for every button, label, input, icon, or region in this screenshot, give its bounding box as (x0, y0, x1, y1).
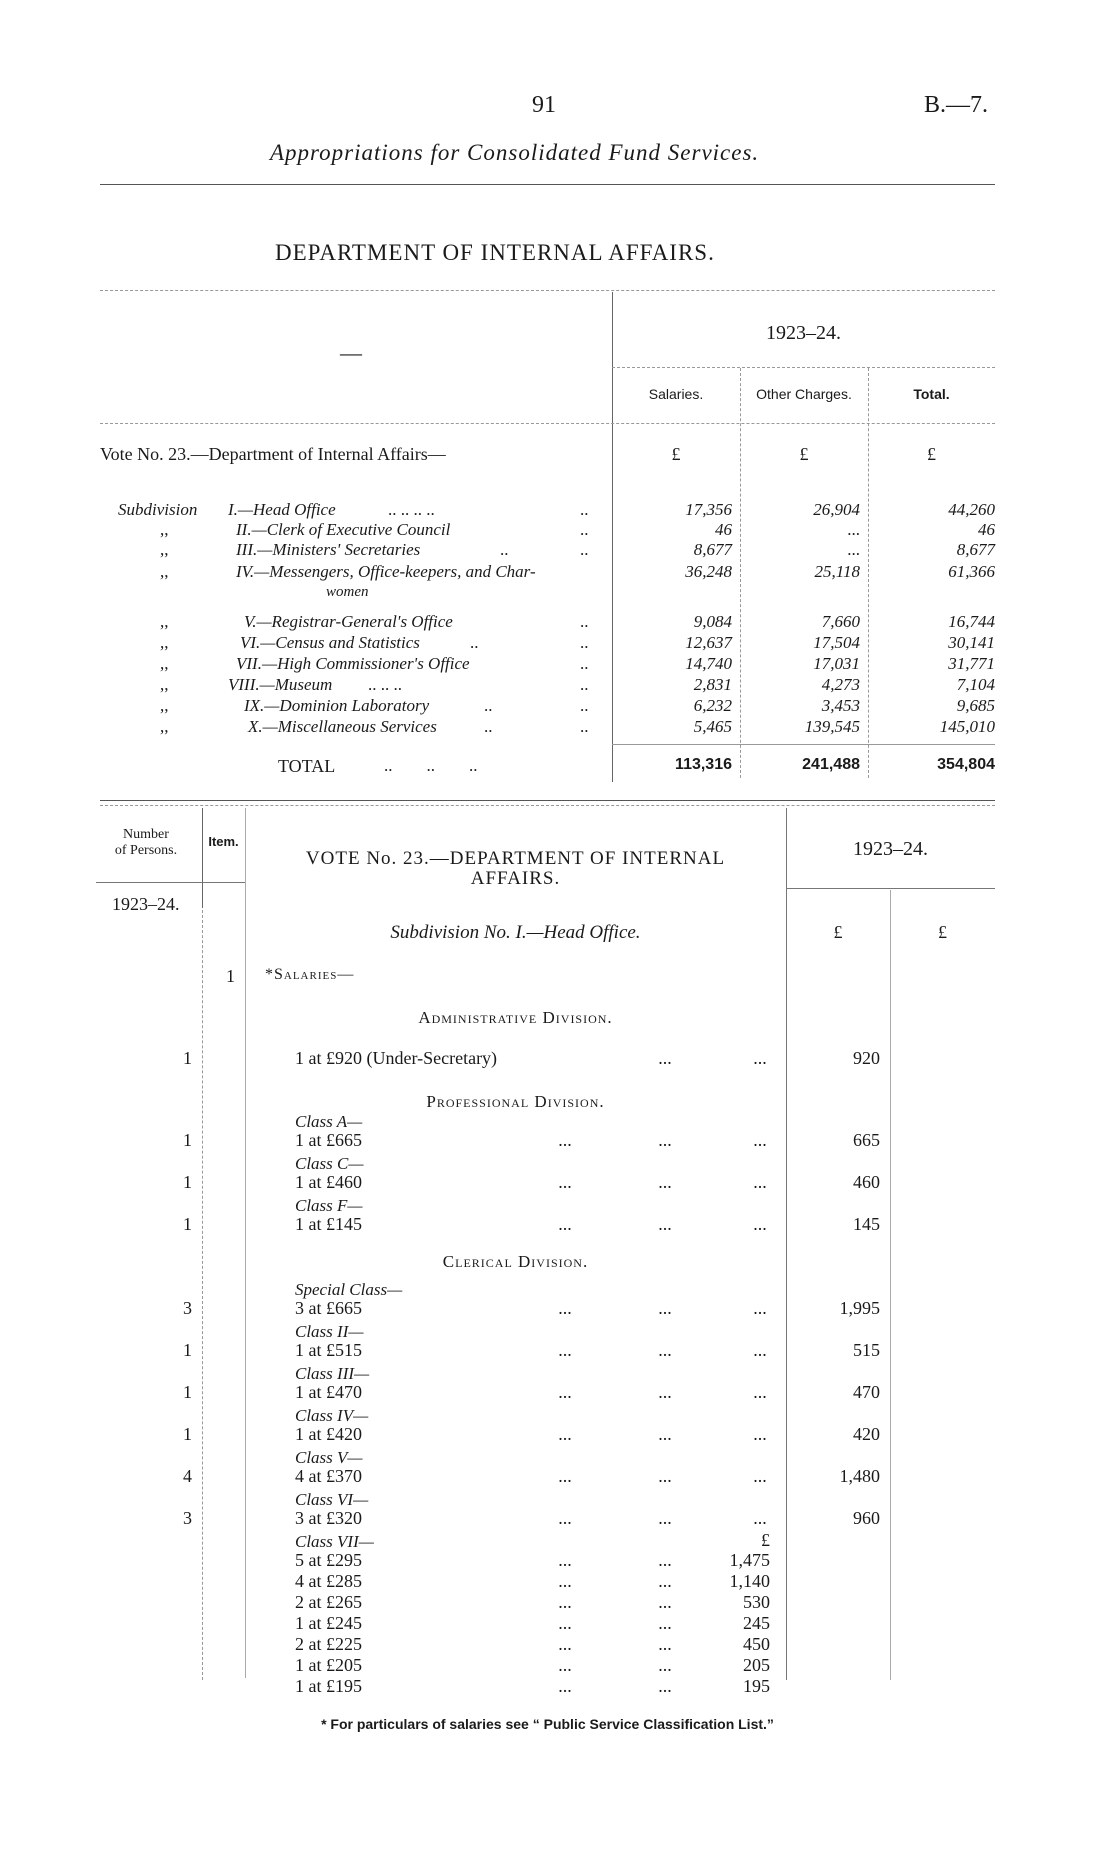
sub-salary-amount: 1,475 (729, 1550, 770, 1570)
summary-row (0, 717, 1114, 739)
persons-count: 4 (183, 1466, 192, 1486)
salary-row (0, 1172, 1114, 1196)
row-prefix: Subdivision (118, 500, 198, 519)
total-salaries: 113,316 (675, 756, 732, 773)
total-total: 354,804 (937, 756, 995, 773)
summary-row (0, 612, 1114, 634)
row-prefix: ,, (160, 612, 169, 631)
table-rule (100, 800, 995, 801)
leader-dots: ... (753, 1466, 767, 1486)
sub-salary-amount: 245 (743, 1613, 770, 1633)
persons-count: 1 (183, 1424, 192, 1444)
row-other: 17,031 (813, 654, 860, 673)
sub-salary-amount: 1,140 (729, 1571, 770, 1591)
salary-label: 1 at £245 (295, 1613, 362, 1633)
salary-label: 4 at £370 (295, 1466, 362, 1486)
salary-label: 2 at £265 (295, 1592, 362, 1612)
administrative-division-heading: Administrative Division. (418, 1008, 613, 1027)
salaries-heading: *Salaries— (265, 966, 355, 983)
row-total: 61,366 (948, 562, 995, 581)
leader-dots: .. (484, 717, 493, 736)
item-number: 1 (226, 966, 235, 986)
total-dots: .. .. .. (384, 756, 478, 775)
total-other: 241,488 (802, 756, 860, 773)
row-prefix: ,, (160, 675, 169, 694)
vote-title-line2: AFFAIRS. (470, 868, 561, 889)
row-salaries: 5,465 (693, 717, 732, 736)
pound-other: £ (799, 444, 809, 464)
row-salaries: 8,677 (693, 540, 732, 559)
row-other: ... (847, 540, 860, 559)
row-label-continuation: women (326, 584, 369, 600)
row-salaries: 6,232 (693, 696, 732, 715)
leader-dots: ... (558, 1655, 572, 1675)
class-heading: Class II— (295, 1322, 364, 1341)
leader-dots: ... (558, 1382, 572, 1402)
row-other: 26,904 (813, 500, 860, 519)
leader-end: .. (580, 633, 589, 652)
salary-row (0, 1130, 1114, 1154)
salary-row (0, 1340, 1114, 1364)
vote-title-line1: VOTE No. 23.—DEPARTMENT OF INTERNAL (305, 848, 726, 869)
row-label: IX.—Dominion Laboratory (244, 696, 430, 715)
leader-dots: ... (558, 1130, 572, 1150)
row-salaries: 14,740 (685, 654, 732, 673)
persons-count: 1 (183, 1340, 192, 1360)
sub-salary-amount: 530 (743, 1592, 770, 1612)
salary-amount: 665 (853, 1130, 880, 1150)
summary-year: 1923–24. (766, 322, 841, 344)
salary-label: 1 at £515 (295, 1340, 362, 1360)
table-rule (612, 367, 995, 368)
row-total: 31,771 (948, 654, 995, 673)
leader-dots: ... (658, 1214, 672, 1234)
leader-dots: ... (753, 1424, 767, 1444)
summary-row (0, 540, 1114, 562)
leader-dots: ... (753, 1214, 767, 1234)
leader-dots: ... (753, 1382, 767, 1402)
leader-dots: ... (753, 1298, 767, 1318)
persons-year: 1923–24. (112, 894, 180, 914)
persons-count: 1 (183, 1382, 192, 1402)
vote-year: 1923–24. (853, 838, 928, 860)
leader-dots: .. (484, 696, 493, 715)
salary-amount: 920 (853, 1048, 880, 1068)
col-header-salaries: Salaries. (648, 386, 704, 402)
summary-row (0, 654, 1114, 676)
salary-amount: 460 (853, 1172, 880, 1192)
leader-end: .. (580, 612, 589, 631)
persons-count: 1 (183, 1172, 192, 1192)
row-label: VIII.—Museum (228, 675, 333, 694)
row-other: 7,660 (821, 612, 860, 631)
leader-dots: ... (658, 1172, 672, 1192)
row-total: 46 (978, 520, 995, 539)
salary-row (0, 1508, 1114, 1532)
summary-row (0, 633, 1114, 655)
row-label: VII.—High Commissioner's Office (236, 654, 470, 673)
sub-salary-amount: 195 (743, 1676, 770, 1696)
leader-dots: ... (658, 1508, 672, 1528)
row-other: ... (847, 520, 860, 539)
persons-count: 3 (183, 1508, 192, 1528)
page-subtitle: Appropriations for Consolidated Fund Services. (270, 140, 760, 165)
row-other: 4,273 (821, 675, 860, 694)
row-total: 16,744 (948, 612, 995, 631)
salary-label: 1 at £920 (Under-Secretary) (295, 1048, 498, 1068)
salary-amount: 1,995 (839, 1298, 880, 1318)
col-header-persons: of Persons. (114, 843, 178, 858)
leader-dots: ... (658, 1424, 672, 1444)
pound-col-2: £ (938, 922, 947, 942)
class-heading: Class V— (295, 1448, 363, 1467)
total-label: TOTAL (278, 756, 336, 776)
class-heading: Class A— (295, 1112, 363, 1131)
class-heading: Class VI— (295, 1490, 369, 1509)
table-rule (612, 744, 995, 745)
row-total: 44,260 (948, 500, 995, 519)
row-prefix: ,, (160, 520, 169, 539)
col-header-other-charges: Other Charges. (756, 386, 852, 402)
table-rule (786, 888, 995, 889)
row-other: 17,504 (813, 633, 860, 652)
row-salaries: 46 (715, 520, 732, 539)
row-label: III.—Ministers' Secretaries (236, 540, 421, 559)
leader-dots: .. (500, 540, 509, 559)
table-rule (96, 882, 202, 883)
row-label: IV.—Messengers, Office-keepers, and Char- (236, 562, 536, 581)
row-salaries: 2,831 (693, 675, 732, 694)
leader-dots: ... (558, 1571, 572, 1591)
row-total: 7,104 (956, 675, 995, 694)
salary-label: 3 at £665 (295, 1298, 362, 1318)
persons-count: 1 (183, 1130, 192, 1150)
leader-dots: ... (558, 1172, 572, 1192)
row-prefix: ,, (160, 540, 169, 559)
leader-dots: ... (558, 1613, 572, 1633)
table-rule (100, 290, 995, 291)
table-rule (202, 882, 245, 883)
column-divider (202, 808, 203, 908)
persons-count: 1 (183, 1214, 192, 1234)
leader-dots: ... (658, 1382, 672, 1402)
row-prefix: ,, (160, 696, 169, 715)
leader-dots: ... (558, 1550, 572, 1570)
salary-amount: 470 (853, 1382, 880, 1402)
leader-dots: ... (753, 1340, 767, 1360)
professional-division-heading: Professional Division. (426, 1092, 605, 1111)
leader-dots: ... (753, 1048, 767, 1068)
col-header-total: Total. (913, 386, 950, 402)
row-total: 145,010 (939, 717, 995, 736)
department-title: DEPARTMENT OF INTERNAL AFFAIRS. (275, 240, 715, 265)
leader-dots: ... (753, 1172, 767, 1192)
summary-row (0, 562, 1114, 606)
table-rule (100, 805, 995, 806)
class-heading: Special Class— (295, 1280, 403, 1299)
stub-dash: — (340, 340, 362, 365)
salary-label: 1 at £195 (295, 1676, 362, 1696)
class-heading: Class IV— (295, 1406, 369, 1425)
leader-dots: ... (658, 1466, 672, 1486)
leader-dots: ... (658, 1676, 672, 1696)
leader-end: .. (580, 500, 589, 519)
leader-dots: ... (658, 1592, 672, 1612)
salary-label: 3 at £320 (295, 1508, 362, 1528)
class7-pound: £ (761, 1530, 770, 1550)
class-heading: Class C— (295, 1154, 364, 1173)
summary-row (0, 696, 1114, 718)
leader-end: .. (580, 520, 589, 539)
leader-dots: ... (753, 1130, 767, 1150)
pound-total: £ (927, 444, 936, 464)
header-rule (100, 184, 995, 185)
class-heading: Class III— (295, 1364, 370, 1383)
salary-amount: 960 (853, 1508, 880, 1528)
salary-label: 1 at £460 (295, 1172, 362, 1192)
sub-salary-amount: 450 (743, 1634, 770, 1654)
page-number: 91 (532, 92, 556, 118)
salary-label: 1 at £470 (295, 1382, 362, 1402)
salary-label: 1 at £145 (295, 1214, 362, 1234)
salary-amount: 145 (853, 1214, 880, 1234)
salary-amount: 1,480 (839, 1466, 880, 1486)
leader-dots: ... (558, 1340, 572, 1360)
leader-dots: ... (658, 1655, 672, 1675)
leader-dots: ... (558, 1466, 572, 1486)
pound-salaries: £ (671, 444, 681, 464)
leader-dots: ... (658, 1571, 672, 1591)
leader-dots: ... (658, 1340, 672, 1360)
salary-label: 5 at £295 (295, 1550, 362, 1570)
leader-dots: .. (470, 633, 479, 652)
row-prefix: ,, (160, 717, 169, 736)
row-label: V.—Registrar-General's Office (244, 612, 453, 631)
sub-salary-amount: 205 (743, 1655, 770, 1675)
pound-col-1: £ (833, 922, 843, 942)
row-label: X.—Miscellaneous Services (248, 717, 437, 736)
salary-row (0, 1214, 1114, 1238)
salary-row (0, 1466, 1114, 1490)
row-prefix: ,, (160, 633, 169, 652)
row-total: 30,141 (948, 633, 995, 652)
col-header-number: Number (123, 827, 169, 842)
salary-row (0, 1424, 1114, 1448)
document-reference: B.—7. (924, 92, 989, 118)
salary-amount: 420 (853, 1424, 880, 1444)
summary-row (0, 500, 1114, 522)
row-prefix: ,, (160, 654, 169, 673)
col-header-item: Item. (208, 834, 239, 849)
row-label: II.—Clerk of Executive Council (236, 520, 451, 539)
salary-label: 1 at £665 (295, 1130, 362, 1150)
leader-dots: ... (658, 1634, 672, 1654)
row-salaries: 9,084 (693, 612, 732, 631)
summary-row (0, 520, 1114, 542)
class-heading: Class VII— (295, 1532, 374, 1551)
row-total: 8,677 (956, 540, 995, 559)
salary-row (0, 1048, 1114, 1072)
leader-dots: ... (558, 1214, 572, 1234)
leader-dots: ... (558, 1592, 572, 1612)
vote-label: Vote No. 23.—Department of Internal Affairs— (100, 444, 446, 464)
leader-dots: ... (658, 1298, 672, 1318)
leader-dots: ... (658, 1130, 672, 1150)
table-rule (100, 423, 995, 424)
row-label: I.—Head Office (228, 500, 336, 519)
leader-end: .. (580, 654, 589, 673)
salary-label: 1 at £205 (295, 1655, 362, 1675)
row-other: 3,453 (821, 696, 860, 715)
persons-count: 1 (183, 1048, 192, 1068)
leader-dots: ... (753, 1508, 767, 1528)
leader-dots: .. .. .. .. (388, 500, 435, 519)
sub-salary-row (0, 1676, 1114, 1700)
row-other: 25,118 (814, 562, 860, 581)
salary-label: 4 at £285 (295, 1571, 362, 1591)
leader-dots: ... (558, 1634, 572, 1654)
clerical-division-heading: Clerical Division. (442, 1252, 589, 1271)
leader-dots: ... (658, 1550, 672, 1570)
subdivision-title: Subdivision No. I.—Head Office. (390, 922, 641, 943)
leader-dots: ... (658, 1048, 672, 1068)
row-prefix: ,, (160, 562, 169, 581)
row-other: 139,545 (804, 717, 860, 736)
row-salaries: 36,248 (685, 562, 732, 581)
summary-total-row (0, 756, 1114, 778)
leader-dots: .. .. .. (368, 675, 402, 694)
footnote: * For particulars of salaries see “ Public Service Classification List.” (321, 1716, 774, 1732)
leader-dots: ... (658, 1613, 672, 1633)
row-salaries: 17,356 (685, 500, 732, 519)
leader-end: .. (580, 675, 589, 694)
salary-label: 2 at £225 (295, 1634, 362, 1654)
leader-dots: ... (558, 1424, 572, 1444)
leader-end: .. (580, 696, 589, 715)
salary-row (0, 1382, 1114, 1406)
salary-amount: 515 (853, 1340, 880, 1360)
leader-end: .. (580, 717, 589, 736)
salary-label: 1 at £420 (295, 1424, 362, 1444)
leader-dots: ... (558, 1298, 572, 1318)
salary-row (0, 1298, 1114, 1322)
class-heading: Class F— (295, 1196, 363, 1215)
row-label: VI.—Census and Statistics (240, 633, 420, 652)
leader-dots: ... (558, 1676, 572, 1696)
row-total: 9,685 (956, 696, 995, 715)
row-salaries: 12,637 (685, 633, 732, 652)
persons-count: 3 (183, 1298, 192, 1318)
leader-end: .. (580, 540, 589, 559)
leader-dots: ... (558, 1508, 572, 1528)
summary-row (0, 675, 1114, 697)
